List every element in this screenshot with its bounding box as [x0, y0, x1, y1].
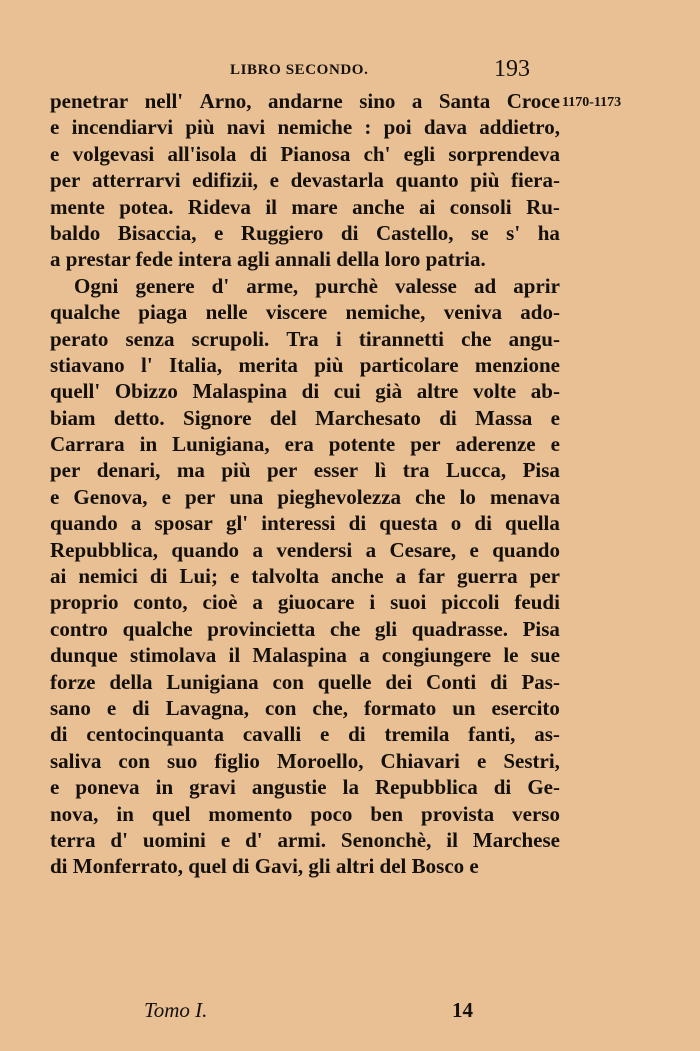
text-line: penetrar nell' Arno, andarne sino a Santa Croce [50, 89, 560, 113]
margin-date-note: 1170-1173 [562, 95, 622, 110]
text-line: quell' Obizzo Malaspina di cui già altre volte ab- [50, 379, 560, 404]
text-line: biam detto. Signore del Marchesato di Massa e [50, 405, 560, 430]
text-line: quando a sposar gl' interessi di questa o di quella [50, 511, 560, 536]
running-head [0, 56, 700, 86]
footer-volume: Tomo I. [144, 998, 208, 1022]
text-line: contro qualche provincietta che gli quadrasse. Pisa [50, 616, 560, 641]
text-line: baldo Bisaccia, e Ruggiero di Castello, se s' ha [50, 220, 560, 245]
text-line: nova, in quel momento poco ben provista verso [50, 801, 560, 826]
text-line: di Monferrato, quel di Gavi, gli altri del Bosco e [50, 854, 479, 879]
text-line: per denari, ma più per esser lì tra Lucca, Pisa [50, 458, 560, 483]
text-line: e volgevasi all'isola di Pianosa ch' egli sorprendeva [50, 141, 560, 166]
footer-signature: 14 [452, 998, 473, 1022]
text-line: qualche piaga nelle viscere nemiche, veniva ado- [50, 300, 560, 325]
text-line: sano e di Lavagna, con che, formato un esercito [50, 695, 560, 720]
text-line: ai nemici di Lui; e talvolta anche a far guerra per [50, 564, 560, 589]
text-line: perato senza scrupoli. Tra i tirannetti che angu- [50, 326, 560, 351]
text-line: Ogni genere d' arme, purchè valesse ad aprir [74, 273, 560, 298]
text-line: e poneva in gravi angustie la Repubblica di Ge- [50, 775, 560, 800]
text-line: stiavano l' Italia, merita più particolare menzione [50, 352, 560, 377]
text-line: mente potea. Rideva il mare anche ai consoli Ru- [50, 194, 560, 219]
text-line: per atterrarvi edifizii, e devastarla quanto più fiera- [50, 168, 560, 193]
text-line: di centocinquanta cavalli e di tremila fanti, as- [50, 722, 560, 747]
text-line: terra d' uomini e d' armi. Senonchè, il Marchese [50, 827, 560, 852]
text-line: Repubblica, quando a vendersi a Cesare, e quando [50, 537, 560, 562]
running-title: LIBRO SECONDO. [230, 62, 369, 78]
text-line: e incendiarvi più navi nemiche : poi dava addietro, [50, 115, 560, 140]
body-text [50, 88, 560, 880]
text-line: e Genova, e per una pieghevolezza che lo menava [50, 484, 560, 509]
text-line: saliva con suo figlio Moroello, Chiavari e Sestri, [50, 748, 560, 773]
text-line: proprio conto, cioè a giuocare i suoi piccoli feudi [50, 590, 560, 615]
text-line: Carrara in Lunigiana, era potente per aderenze e [50, 432, 560, 457]
text-line: a prestar fede intera agli annali della loro patria. [50, 247, 486, 272]
text-line: dunque stimolava il Malaspina a congiungere le sue [50, 643, 560, 668]
page-number: 193 [494, 56, 530, 82]
text-line: forze della Lunigiana con quelle dei Conti di Pas- [50, 669, 560, 694]
